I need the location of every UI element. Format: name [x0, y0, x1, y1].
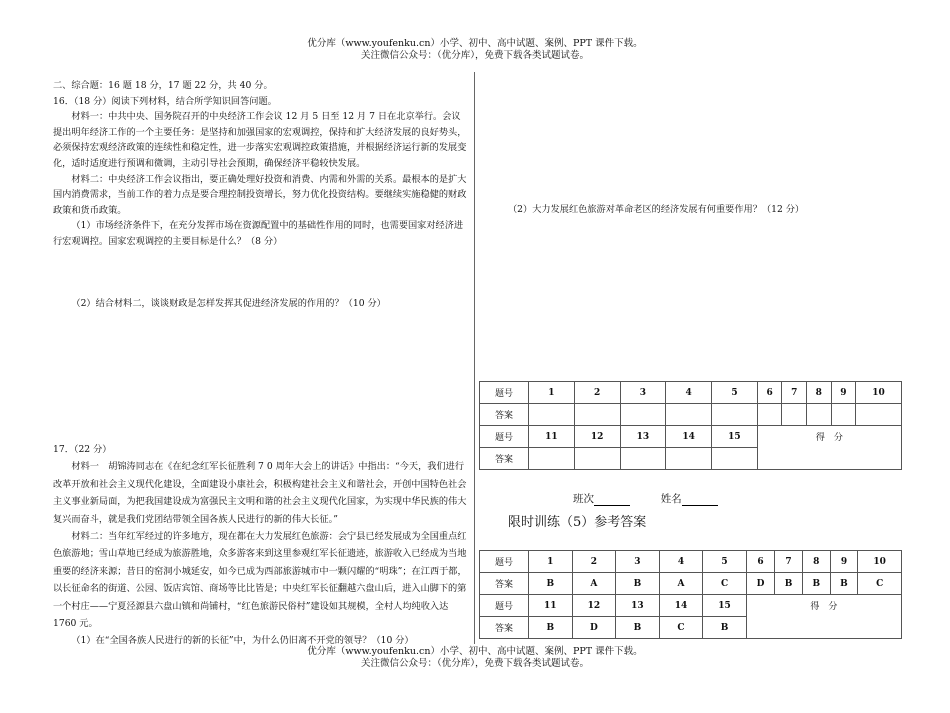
table-cell-label: 答案	[480, 573, 529, 595]
table-cell: 15	[712, 426, 758, 448]
table-cell: 14	[659, 595, 703, 617]
table-cell: 9	[830, 551, 858, 573]
question-17-2: （2）大力发展红色旅游对革命老区的经济发展有何重要作用？（12 分）	[508, 204, 805, 215]
answer-cell[interactable]	[620, 404, 666, 426]
answer-key-table	[479, 550, 902, 639]
table-cell: 7	[782, 382, 807, 404]
answer-key-cell: C	[659, 617, 703, 639]
question-16-2-block	[53, 296, 469, 312]
table-cell: 2	[572, 551, 616, 573]
table-cell: 11	[529, 426, 575, 448]
table-cell: 2	[574, 382, 620, 404]
header-line-1: 优分库（www.youfenku.cn）小学、初中、高中试题、案例、PPT 课件下载。	[307, 38, 643, 49]
question-16-2: （2）结合材料二，谈谈财政是怎样发挥其促进经济发展的作用的？（10 分）	[71, 298, 386, 309]
answer-key-cell: B	[802, 573, 830, 595]
class-blank[interactable]	[594, 494, 630, 506]
answer-cell[interactable]	[831, 404, 856, 426]
table-cell-label: 题号	[480, 426, 529, 448]
answer-cell[interactable]	[620, 448, 666, 470]
answer-cell[interactable]	[712, 448, 758, 470]
table-row	[480, 573, 902, 595]
answer-key-cell: B	[775, 573, 803, 595]
table-cell: 4	[666, 382, 712, 404]
answer-key-cell: B	[529, 573, 573, 595]
table-cell: 5	[703, 551, 747, 573]
answer-key-cell: A	[659, 573, 703, 595]
page-header	[0, 38, 950, 62]
answer-cell[interactable]	[757, 404, 782, 426]
table-cell-label: 题号	[480, 382, 529, 404]
question-16-stem: 16．（18 分）阅读下列材料，结合所学知识回答问题。	[53, 95, 277, 107]
answer-key-cell: B	[830, 573, 858, 595]
table-cell-label: 答案	[480, 404, 529, 426]
name-label: 姓名	[660, 493, 682, 505]
table-cell: 4	[659, 551, 703, 573]
table-cell: 12	[574, 426, 620, 448]
answer-key-title: 限时训练（5）参考答案	[508, 515, 647, 530]
page-footer	[0, 646, 950, 670]
answer-cell[interactable]	[666, 448, 712, 470]
answer-key-cell: C	[703, 573, 747, 595]
score-cell: 得 分	[746, 595, 901, 639]
table-cell: 1	[529, 382, 575, 404]
answer-cell[interactable]	[806, 404, 831, 426]
table-cell: 13	[620, 426, 666, 448]
class-label: 班次	[573, 493, 594, 505]
header-line-2: 关注微信公众号：（优分库），免费下载各类试题试卷。	[360, 50, 589, 61]
score-cell: 得 分	[757, 426, 901, 470]
material-17-2: 材料二：当年红军经过的许多地方，现在都在大力发展红色旅游：会宁县已经发展成为全国重点红色旅游地；雪山草地已经成为旅游胜地，众多游客来到这里参观红军长征遗迹，旅游收入已经成为当地重要的经济来源；昔日的窑洞小城延安，如今已成为西部旅游城市中一颗闪耀的“明珠”；在江西于都，以长征命名的街道、公园、饭店宾馆、商场等比比皆是；中央红军长征翻越六盘山后，进入山脚下的第一个村庄——宁夏泾源县六盘山镇和尚铺村，“红色旅游民俗村”建设如其规模，全村人均纯收入达 1760 元。	[53, 531, 467, 630]
table-cell: 6	[746, 551, 774, 573]
table-cell: 8	[806, 382, 831, 404]
left-column-bottom	[53, 441, 469, 650]
table-cell: 15	[703, 595, 747, 617]
section-heading: 二、综合题：16 题 18 分，17 题 22 分，共 40 分。	[53, 80, 273, 91]
material-2: 材料二：中央经济工作会议指出，要正确处理好投资和消费、内需和外需的关系。最根本的是扩大国内消费需求，当前工作的着力点是要合理控制投资增长，努力优化投资结构。要继续实施稳健的财政政策和货币政策。	[53, 173, 467, 216]
material-17-1: 材料一 胡锦涛同志在《在纪念红军长征胜利 7 0 周年大会上的讲话》中指出：“今天，我们进行改革开放和社会主义现代化建设，全面建设小康社会，积极构建社会主义和谐社会，开创中国特色社会主义事业新局面，为把我国建设成为富强民主文明和谐的社会主义现代化国家，为实现中华民族的伟大复兴而奋斗，就是我们党团结带领全国各族人民进行的新的伟大长征。”	[53, 461, 467, 525]
table-row	[480, 426, 902, 448]
table-cell: 10	[856, 382, 902, 404]
table-row	[480, 551, 902, 573]
table-cell-label: 题号	[480, 551, 529, 573]
answer-cell[interactable]	[666, 404, 712, 426]
footer-line-2: 关注微信公众号：（优分库），免费下载各类试题试卷。	[360, 658, 589, 669]
answer-key-cell: B	[703, 617, 747, 639]
answer-cell[interactable]	[712, 404, 758, 426]
table-cell: 3	[616, 551, 660, 573]
answer-key-cell: B	[616, 573, 660, 595]
footer-line-1: 优分库（www.youfenku.cn）小学、初中、高中试题、案例、PPT 课件下载。	[307, 646, 643, 657]
answer-key-cell: C	[858, 573, 902, 595]
answer-key-cell: A	[572, 573, 616, 595]
answer-key-cell: D	[572, 617, 616, 639]
table-cell: 5	[712, 382, 758, 404]
table-cell: 9	[831, 382, 856, 404]
table-cell: 10	[858, 551, 902, 573]
answer-cell[interactable]	[856, 404, 902, 426]
material-1: 材料一：中共中央、国务院召开的中央经济工作会议 12 月 5 日至 12 月 7 日在北京举行。会议提出明年经济工作的一个主要任务：是坚持和加强国家的宏观调控，保持和扩大经济发展的良好势头，必须保持宏观经济政策的连续性和稳定性，进一步落实宏观调控政策措施，并根据经济运行新的发展变化，适时适度进行预调和微调，主动引导社会预期，确保经济平稳较快发展。	[53, 111, 467, 169]
table-cell: 13	[616, 595, 660, 617]
table-row	[480, 382, 902, 404]
table-cell: 14	[666, 426, 712, 448]
table-cell-label: 答案	[480, 617, 529, 639]
answer-cell[interactable]	[782, 404, 807, 426]
answer-sheet-table	[479, 381, 902, 470]
table-cell: 3	[620, 382, 666, 404]
table-cell: 7	[775, 551, 803, 573]
answer-cell[interactable]	[574, 404, 620, 426]
table-cell-label: 题号	[480, 595, 529, 617]
question-16-1: （1）市场经济条件下，在充分发挥市场在资源配置中的基础性作用的同时，也需要国家对经济进行宏观调控。国家宏观调控的主要目标是什么？（8 分）	[53, 220, 464, 247]
table-cell: 8	[802, 551, 830, 573]
answer-key-cell: D	[746, 573, 774, 595]
answer-cell[interactable]	[529, 448, 575, 470]
answer-cell[interactable]	[574, 448, 620, 470]
table-row	[480, 404, 902, 426]
class-name-line	[573, 491, 718, 506]
answer-key-cell: B	[529, 617, 573, 639]
answer-cell[interactable]	[529, 404, 575, 426]
column-divider	[474, 72, 475, 644]
table-cell: 11	[529, 595, 573, 617]
table-row	[480, 595, 902, 617]
table-cell: 12	[572, 595, 616, 617]
left-column-top	[53, 78, 469, 250]
table-cell-label: 答案	[480, 448, 529, 470]
question-17-1: （1）在“全国各族人民进行的新的长征”中，为什么仍旧离不开党的领导？（10 分）	[71, 635, 414, 647]
table-cell: 1	[529, 551, 573, 573]
table-cell: 6	[757, 382, 782, 404]
question-17-stem: 17．（22 分）	[53, 444, 112, 455]
answer-key-cell: B	[616, 617, 660, 639]
name-blank[interactable]	[682, 494, 718, 506]
